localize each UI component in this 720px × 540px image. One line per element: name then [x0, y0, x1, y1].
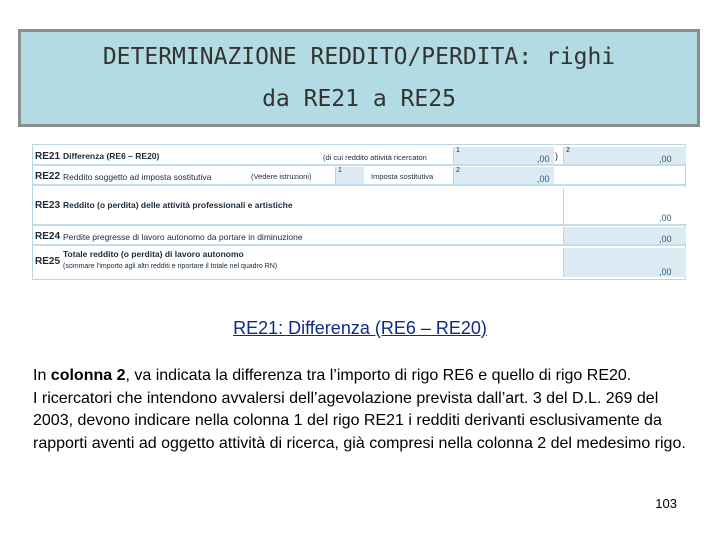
text-run: , va indicata la differenza tra l’importo di rigo RE6 e quello di rigo RE20. — [125, 367, 632, 384]
row-description: Reddito soggetto ad imposta sostitutiva — [63, 172, 212, 182]
row-code: RE22 — [35, 171, 61, 182]
row-note: (di cui reddito attività ricercatori — [323, 153, 427, 162]
row-description-note: (sommare l'importo agli altri redditi e riportare il totale nel quadro RN) — [63, 263, 278, 270]
row-code: RE25 — [35, 256, 61, 267]
row-description: Reddito (o perdita) delle attività professionali e artistiche — [63, 200, 293, 210]
decimal-suffix: ,00 — [659, 234, 672, 244]
form-row-re25 — [33, 246, 685, 279]
text-run: In — [33, 367, 51, 384]
decimal-suffix: ,00 — [537, 174, 550, 184]
decimal-suffix: ,00 — [659, 213, 672, 223]
section-subtitle: RE21: Differenza (RE6 – RE20) — [233, 318, 487, 338]
row-note: (Vedere istruzioni) — [251, 172, 312, 181]
row-label-col2: Imposta sostitutiva — [371, 172, 434, 181]
column-number: 2 — [456, 167, 460, 174]
paragraph-1 — [33, 365, 693, 388]
closing-paren: ) — [555, 151, 558, 161]
page-number: 103 — [655, 496, 677, 511]
decimal-suffix: ,00 — [537, 154, 550, 164]
form-row-re21 — [33, 145, 685, 166]
form-row-re24 — [33, 226, 685, 246]
row-description: Differenza (RE6 – RE20) — [63, 151, 160, 161]
column-number: 2 — [566, 147, 570, 154]
column-number: 1 — [456, 147, 460, 154]
row-description: Totale reddito (o perdita) di lavoro autonomo — [63, 249, 244, 259]
row-code: RE21 — [35, 151, 61, 162]
slide-title-line-2: da RE21 a RE25 — [262, 86, 456, 112]
decimal-suffix: ,00 — [659, 154, 672, 164]
explanation-text — [33, 365, 693, 455]
slide-title-line-1: DETERMINAZIONE REDDITO/PERDITA: righi — [102, 44, 616, 70]
row-code: RE23 — [35, 200, 61, 211]
emphasis-text: colonna 2 — [50, 367, 126, 384]
column-number: 1 — [338, 167, 342, 174]
row-code: RE24 — [35, 231, 61, 242]
row-description: Perdite pregresse di lavoro autonomo da portare in diminuzione — [63, 232, 303, 242]
tax-form-excerpt — [32, 144, 686, 280]
decimal-suffix: ,00 — [659, 267, 672, 277]
slide-title-box — [18, 29, 700, 127]
form-row-re23 — [33, 186, 685, 226]
paragraph-2: I ricercatori che intendono avvalersi dell’agevolazione prevista dall’art. 3 del D.L. 269 del 2003, devono indicare nella colonna 1 del rigo RE21 i redditi derivanti esclusivamente da rapporti aventi ad oggetto attività di ricerca, già compresi nella colonna 2 del medesimo rigo. — [33, 389, 686, 452]
form-row-re22 — [33, 166, 685, 186]
